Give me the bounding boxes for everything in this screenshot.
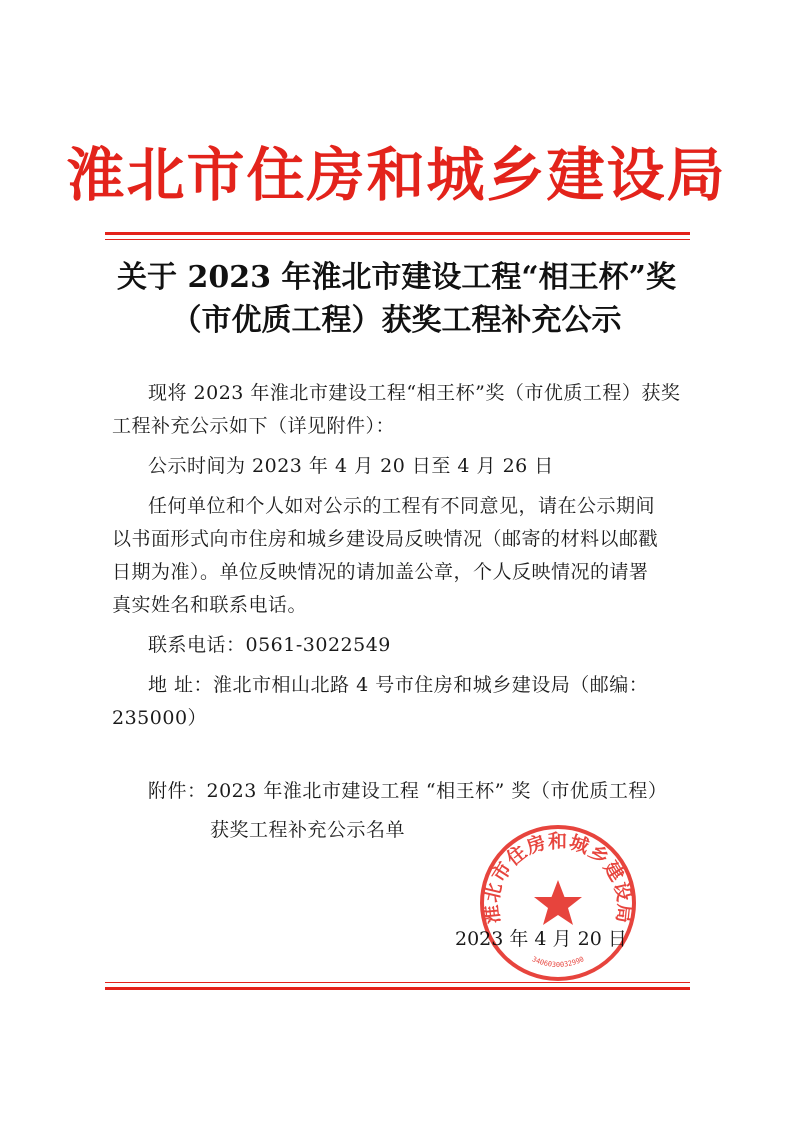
seal-star-icon bbox=[534, 880, 582, 925]
publicity-period: 公示时间为 2023 年 4 月 20 日至 4 月 26 日 bbox=[148, 455, 554, 477]
issue-date: 2023 年 4 月 20 日 bbox=[455, 928, 627, 950]
address-line2: 235000） bbox=[112, 707, 208, 729]
footer-rule-thick bbox=[105, 987, 690, 990]
letterhead-rule-thin bbox=[105, 239, 690, 240]
official-seal-stamp bbox=[477, 822, 639, 984]
body-paragraph-3-line3: 日期为准）。单位反映情况的请加盖公章，个人反映情况的请署 bbox=[112, 561, 649, 583]
svg-text:淮北市住房和城乡建设局: 淮北市住房和城乡建设局 bbox=[480, 830, 636, 926]
address-line1: 地 址：淮北市相山北路 4 号市住房和城乡建设局（邮编： bbox=[148, 674, 649, 696]
attachment-line1: 附件：2023 年淮北市建设工程 “相王杯” 奖（市优质工程） bbox=[148, 780, 668, 802]
document-title-line1: 关于 2023 年淮北市建设工程“相王杯”奖 bbox=[117, 260, 676, 295]
svg-text:3406030032990: 3406030032990 bbox=[530, 955, 586, 969]
body-paragraph-3-line1: 任何单位和个人如对公示的工程有不同意见，请在公示期间 bbox=[148, 495, 656, 517]
document-title-line2: （市优质工程）获奖工程补充公示 bbox=[171, 303, 622, 338]
body-paragraph-1-line1: 现将 2023 年淮北市建设工程“相王杯”奖（市优质工程）获奖 bbox=[148, 382, 681, 404]
body-paragraph-3-line4: 真实姓名和联系电话。 bbox=[112, 594, 308, 616]
contact-phone: 联系电话：0561-3022549 bbox=[148, 634, 391, 656]
agency-letterhead: 淮北市住房和城乡建设局 bbox=[66, 141, 727, 209]
body-paragraph-3-line2: 以书面形式向市住房和城乡建设局反映情况（邮寄的材料以邮戳 bbox=[112, 528, 659, 550]
body-paragraph-1-line2: 工程补充公示如下（详见附件）： bbox=[112, 415, 396, 437]
attachment-line2: 获奖工程补充公示名单 bbox=[210, 819, 406, 841]
letterhead-rule-thick bbox=[105, 232, 690, 235]
